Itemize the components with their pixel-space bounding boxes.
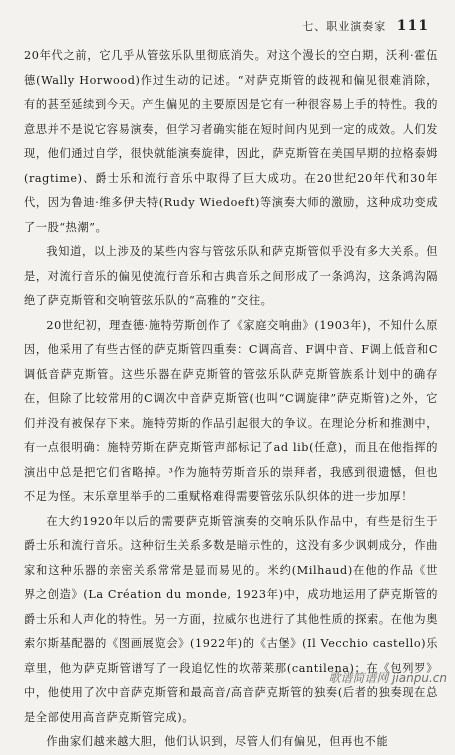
running-header <box>302 18 429 34</box>
page-number: 111 <box>396 18 429 34</box>
site-watermark: 歌谱简谱网 jianpu.cn <box>328 671 447 685</box>
paragraph-3: 20世纪初，理查德·施特劳斯创作了《家庭交响曲》(1903年)，不知什么原因，他采用了有些古怪的萨克斯管四重奏：C调高音、F调中音、F调上低音和C调低音萨克斯管。这些乐器在萨克斯管的管弦乐队萨克斯管族系计划中的确存在，但除了比较常用的C调次中音萨克斯管(也叫“C调旋律”萨克斯管)之外，它们并没有被保存下来。施特劳斯的作品引起很大的争议。在理论分析和推测中，有一点很明确：施特劳斯在萨克斯管声部标记了ad lib(任意)，而且在他指挥的演出中总是把它们省略掉。³作为施特劳斯音乐的崇拜者，我感到很遗憾，但也不足为怪。末乐章里举手的二重赋格难得需要管弦乐队织体的进一步加厚！ <box>24 318 438 503</box>
paragraph-1: 20年代之前，它几乎从管弦乐队里彻底消失。对这个漫长的空白期，沃利·霍伍德(Wally Horwood)作过生动的记述。“对萨克斯管的歧视和偏见很难消除，有的甚至延续到今天。产生偏见的主要原因是它有一种很容易上手的特性。我的意思并不是说它容易演奏，但学习者确实能在短时间内见到一定的成效。人们发现，他们通过自学，很快就能演奏旋律，因此，萨克斯管在美国早期的拉格泰姆(ragtime)、爵士乐和流行音乐中取得了巨大成功。在20世纪20年代和30年代，因为鲁迪·维多伊夫特(Rudy Wiedoeft)等演奏大师的激励，这种成功变成了一股“热潮”。 <box>24 49 438 234</box>
paragraph-4: 在大约1920年以后的需要萨克斯管演奏的交响乐队作品中，有些是衍生于爵士乐和流行音乐。这种衍生关系多数是暗示性的，这没有多少讽刺成分，作曲家和这种乐器的亲密关系常常是显而易见的。米约(Milhaud)在他的作品《世界之创造》(La Création du monde, 1923年)中，成功地运用了萨克斯管的爵士乐和人声化的特性。另一方面，拉威尔也进行了其他性质的探索。在他为奥索尔斯基配器的《图画展览会》(1922年)的《古堡》(Il Vecchio castello)乐章里，他为萨克斯管谱写了一段追忆性的坎蒂莱那(cantilena)；在《包列罗》中，他使用了次中音萨克斯管和最高音/高音萨克斯管的独奏(后者的独奏现在总是全部使用高音萨克斯管完成)。 <box>24 514 438 724</box>
paragraph-5: 作曲家们越来越大胆，他们认识到，尽管人们有偏见，但再也不能 <box>46 735 389 748</box>
paragraph-2: 我知道，以上涉及的某些内容与管弦乐队和萨克斯管似乎没有多大关系。但是，对流行音乐的偏见使流行音乐和古典音乐之间形成了一条鸿沟，这条鸿沟隔绝了萨克斯管和交响管弦乐队的“高雅的”交往。 <box>24 245 438 307</box>
page-body <box>24 44 438 755</box>
section-title: 七、职业演奏家 <box>302 20 387 33</box>
